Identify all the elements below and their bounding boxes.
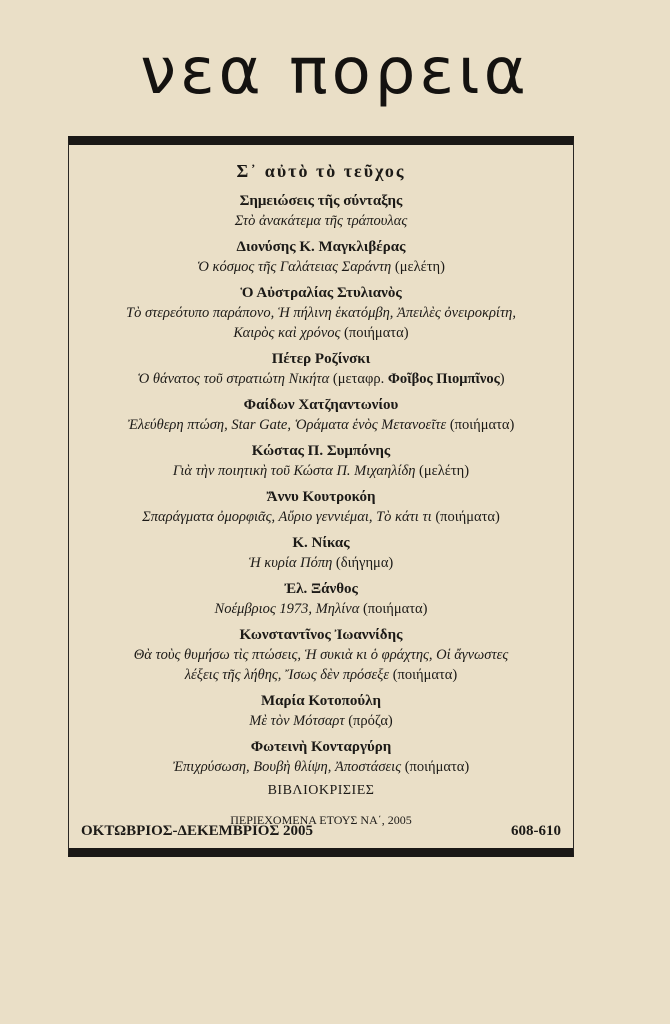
book-reviews-heading: ΒΙΒΛΙΟΚΡΙΣΙΕΣ bbox=[267, 783, 375, 798]
entry-title: Ἐπιχρύσωση, Βουβὴ θλίψη, Ἀποστάσεις bbox=[172, 759, 402, 775]
entry-author: Ἄννυ Κουτροκόη bbox=[266, 489, 376, 505]
entry-title: Τὸ στερεότυπο παράπονο, Ἡ πήλινη ἑκατόμβη, Ἀπειλὲς ὀνειροκρίτη, bbox=[126, 305, 516, 321]
entry-title: Ὁ κόσμος τῆς Γαλάτειας Σαράντη bbox=[197, 259, 392, 275]
entry-author: Σημειώσεις τῆς σύνταξης bbox=[239, 193, 403, 209]
entry-author: Φωτεινὴ Κονταργύρη bbox=[250, 739, 392, 755]
issue-footer bbox=[81, 823, 561, 840]
entry-work bbox=[69, 415, 573, 435]
entry-title: Σπαράγματα ὀμορφιᾶς, Αὔριο γεννιέμαι, Τὸ κάτι τι bbox=[142, 509, 432, 525]
toc-entry-stylianos bbox=[69, 283, 573, 343]
entry-work bbox=[69, 553, 573, 573]
entry-author: Ἐλ. Ξάνθος bbox=[284, 581, 358, 597]
toc-entry-koutrokoi bbox=[69, 487, 573, 527]
entry-genre: (μελέτη) bbox=[419, 463, 470, 479]
entry-genre: (διήγημα) bbox=[335, 555, 394, 571]
contents-panel bbox=[68, 136, 574, 857]
toc-entry-nikas bbox=[69, 533, 573, 573]
annual-index-note: ΠΕΡΙΕΧΟΜΕΝΑ ΕΤΟΥΣ ΝΑ΄, 2005 bbox=[230, 813, 412, 827]
entry-author: Πέτερ Ροζίνσκι bbox=[271, 351, 371, 367]
toc-heading: Σ᾽ αὐτὸ τὸ τεῦχος bbox=[236, 161, 406, 181]
entry-author: Μαρία Κοτοπούλη bbox=[260, 693, 381, 709]
toc-entry-rozinski bbox=[69, 349, 573, 389]
entry-genre: (ποιήματα) bbox=[362, 601, 428, 617]
entry-work bbox=[69, 599, 573, 619]
entry-title: Ἡ κυρία Πόπη bbox=[248, 555, 333, 571]
entry-title: Ἐλεύθερη πτώση, Star Gate, Ὁράματα ἑνὸς Μετανοεῖτε bbox=[127, 417, 447, 433]
entry-title-continued: λέξεις τῆς λήθης, Ἴσως δὲν πρόσεξε bbox=[184, 667, 390, 683]
table-of-contents bbox=[69, 161, 573, 828]
toc-entry-chatziantoniou bbox=[69, 395, 573, 435]
entry-author: Κώστας Π. Συμπόνης bbox=[251, 443, 391, 459]
entry-title: Θὰ τοὺς θυμήσω τὶς πτώσεις, Ἡ συκιὰ κι ὁ φράχτης, Οἱ ἄγνωστες bbox=[133, 647, 509, 663]
entry-author: Κ. Νίκας bbox=[292, 535, 350, 551]
toc-entry-editorial bbox=[69, 191, 573, 231]
toc-entry-kontargyri bbox=[69, 737, 573, 777]
toc-entry-symponis bbox=[69, 441, 573, 481]
translation-suffix: ) bbox=[499, 371, 505, 387]
entry-work bbox=[69, 757, 573, 777]
issue-date: ΟΚΤΩΒΡΙΟΣ-ΔΕΚΕΜΒΡΙΟΣ 2005 bbox=[81, 823, 314, 839]
entry-author: Διονύσης Κ. Μαγκλιβέρας bbox=[236, 239, 406, 255]
translation-prefix: (μεταφρ. bbox=[332, 371, 385, 387]
entry-title: Μὲ τὸν Μότσαρτ bbox=[249, 713, 345, 729]
issue-number: 608-610 bbox=[511, 823, 561, 839]
entry-genre: (μελέτη) bbox=[394, 259, 445, 275]
entry-work bbox=[69, 507, 573, 527]
entry-title-continued: Καιρὸς καὶ χρόνος bbox=[233, 325, 341, 341]
entry-work bbox=[69, 369, 573, 389]
translator-name: Φοῖβος Πιομπῖνος bbox=[387, 371, 500, 387]
entry-genre: (ποιήματα) bbox=[435, 509, 500, 525]
entry-genre: (ποιήματα) bbox=[392, 667, 458, 683]
entry-work bbox=[69, 257, 573, 277]
toc-entry-maglivera bbox=[69, 237, 573, 277]
toc-entry-kotopouli bbox=[69, 691, 573, 731]
entry-title: Ὁ θάνατος τοῦ στρατιώτη Νικήτα bbox=[137, 371, 330, 387]
entry-work bbox=[69, 211, 573, 231]
entry-genre: (πρόζα) bbox=[348, 713, 393, 729]
entry-work-continued bbox=[69, 665, 573, 685]
entry-author: Κωνσταντῖνος Ἰωαννίδης bbox=[239, 627, 403, 643]
toc-entry-ioannidis bbox=[69, 625, 573, 685]
entry-work bbox=[69, 645, 573, 665]
entry-genre: (ποιήματα) bbox=[449, 417, 515, 433]
entry-author: Ὁ Αὐστραλίας Στυλιανὸς bbox=[240, 285, 402, 301]
entry-work bbox=[69, 461, 573, 481]
entry-genre: (ποιήματα) bbox=[404, 759, 470, 775]
entry-work-continued bbox=[69, 323, 573, 343]
toc-entry-xanthos bbox=[69, 579, 573, 619]
entry-genre: (ποιήματα) bbox=[344, 325, 409, 341]
entry-work bbox=[69, 711, 573, 731]
entry-title: Γιὰ τὴν ποιητικὴ τοῦ Κώστα Π. Μιχαηλίδη bbox=[172, 463, 416, 479]
entry-title: Στὸ ἀνακάτεμα τῆς τράπουλας bbox=[234, 213, 408, 229]
entry-title: Νοέμβριος 1973, Μηλίνα bbox=[214, 601, 360, 617]
magazine-title: νεα πορεια bbox=[140, 35, 530, 109]
entry-work bbox=[69, 303, 573, 323]
entry-author: Φαίδων Χατζηαντωνίου bbox=[243, 397, 399, 413]
